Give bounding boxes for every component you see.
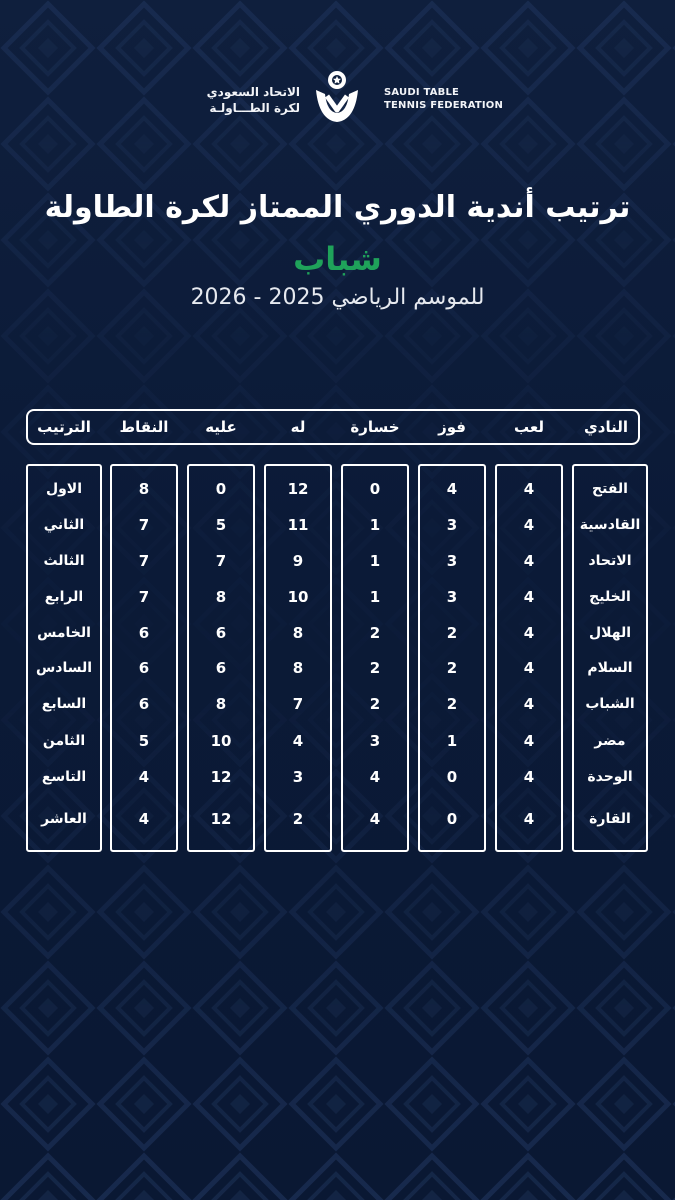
- cell-won: 1: [446, 732, 458, 750]
- cell-for: 11: [287, 516, 309, 534]
- header-played: لعب: [514, 418, 544, 436]
- cell-rank: الثالث: [43, 553, 85, 569]
- cell-points: 7: [138, 552, 150, 570]
- cell-against: 8: [215, 588, 227, 606]
- header-for: له: [290, 418, 306, 436]
- cell-club: القادسية: [579, 517, 641, 533]
- cell-played: 4: [523, 552, 535, 570]
- cell-rank: التاسع: [41, 769, 87, 785]
- cell-points: 6: [138, 695, 150, 713]
- cell-lost: 3: [369, 732, 381, 750]
- cell-against: 12: [210, 768, 232, 786]
- cell-lost: 2: [369, 695, 381, 713]
- cell-for: 12: [287, 480, 309, 498]
- header-won: فوز: [438, 418, 466, 436]
- cell-played: 4: [523, 768, 535, 786]
- cell-lost: 2: [369, 659, 381, 677]
- cell-for: 8: [292, 624, 304, 642]
- cell-won: 2: [446, 695, 458, 713]
- cell-for: 10: [287, 588, 309, 606]
- cell-won: 2: [446, 659, 458, 677]
- cell-club: الاتحاد: [588, 553, 632, 569]
- page-title: ترتيب أندية الدوري الممتاز لكرة الطاولة: [44, 190, 631, 225]
- cell-played: 4: [523, 480, 535, 498]
- cell-rank: الثامن: [42, 733, 86, 749]
- cell-lost: 4: [369, 768, 381, 786]
- cell-points: 8: [138, 480, 150, 498]
- cell-played: 4: [523, 810, 535, 828]
- cell-for: 9: [292, 552, 304, 570]
- header-points: النقاط: [119, 418, 169, 436]
- cell-rank: السابع: [41, 696, 87, 712]
- cell-against: 5: [215, 516, 227, 534]
- cell-points: 4: [138, 810, 150, 828]
- cell-rank: العاشر: [41, 811, 87, 827]
- cell-won: 0: [446, 810, 458, 828]
- cell-won: 3: [446, 588, 458, 606]
- cell-won: 0: [446, 768, 458, 786]
- cell-lost: 1: [369, 588, 381, 606]
- federation-name-arabic: [207, 84, 300, 116]
- cell-for: 4: [292, 732, 304, 750]
- cell-won: 3: [446, 552, 458, 570]
- cell-points: 6: [138, 624, 150, 642]
- federation-name-english: [384, 86, 503, 112]
- cell-club: الوحدة: [587, 769, 633, 785]
- cell-played: 4: [523, 659, 535, 677]
- cell-points: 7: [138, 516, 150, 534]
- header-against: عليه: [205, 418, 237, 436]
- federation-name-ar-line2: لكرة الطـــاولـة: [209, 101, 300, 115]
- cell-played: 4: [523, 516, 535, 534]
- header-lost: خسارة: [350, 418, 400, 436]
- cell-against: 6: [215, 659, 227, 677]
- header-club: النادي: [584, 418, 628, 436]
- cell-club: مضر: [594, 733, 626, 749]
- header-rank: الترتيب: [37, 418, 91, 436]
- federation-name-en-line2: TENNIS FEDERATION: [384, 100, 504, 111]
- cell-won: 4: [446, 480, 458, 498]
- cell-played: 4: [523, 695, 535, 713]
- cell-rank: الثاني: [43, 517, 85, 533]
- cell-against: 12: [210, 810, 232, 828]
- federation-logo-icon: [313, 70, 361, 124]
- cell-points: 4: [138, 768, 150, 786]
- cell-points: 7: [138, 588, 150, 606]
- cell-club: السلام: [587, 660, 633, 676]
- cell-for: 2: [292, 810, 304, 828]
- cell-points: 5: [138, 732, 150, 750]
- cell-for: 8: [292, 659, 304, 677]
- federation-name-en-line1: SAUDI TABLE: [384, 87, 460, 98]
- cell-rank: الخامس: [37, 625, 91, 641]
- federation-name-ar-line1: الاتحاد السعودي: [206, 85, 300, 99]
- cell-against: 6: [215, 624, 227, 642]
- cell-club: الهلال: [588, 625, 632, 641]
- cell-lost: 1: [369, 552, 381, 570]
- cell-club: القارة: [589, 811, 631, 827]
- cell-club: الشباب: [585, 696, 635, 712]
- cell-won: 2: [446, 624, 458, 642]
- cell-won: 3: [446, 516, 458, 534]
- season-subtitle: للموسم الرياضي 2025 - 2026: [190, 285, 485, 310]
- cell-against: 8: [215, 695, 227, 713]
- cell-rank: الاول: [45, 481, 83, 497]
- cell-lost: 2: [369, 624, 381, 642]
- cell-points: 6: [138, 659, 150, 677]
- cell-played: 4: [523, 732, 535, 750]
- category-title: شباب: [293, 240, 382, 278]
- cell-against: 0: [215, 480, 227, 498]
- cell-club: الخليج: [589, 589, 631, 605]
- cell-for: 7: [292, 695, 304, 713]
- cell-lost: 0: [369, 480, 381, 498]
- cell-against: 7: [215, 552, 227, 570]
- cell-against: 10: [210, 732, 232, 750]
- cell-for: 3: [292, 768, 304, 786]
- cell-club: الفتح: [592, 481, 628, 497]
- cell-lost: 4: [369, 810, 381, 828]
- cell-rank: الرابع: [44, 589, 84, 605]
- cell-played: 4: [523, 624, 535, 642]
- cell-rank: السادس: [35, 660, 93, 676]
- cell-played: 4: [523, 588, 535, 606]
- cell-lost: 1: [369, 516, 381, 534]
